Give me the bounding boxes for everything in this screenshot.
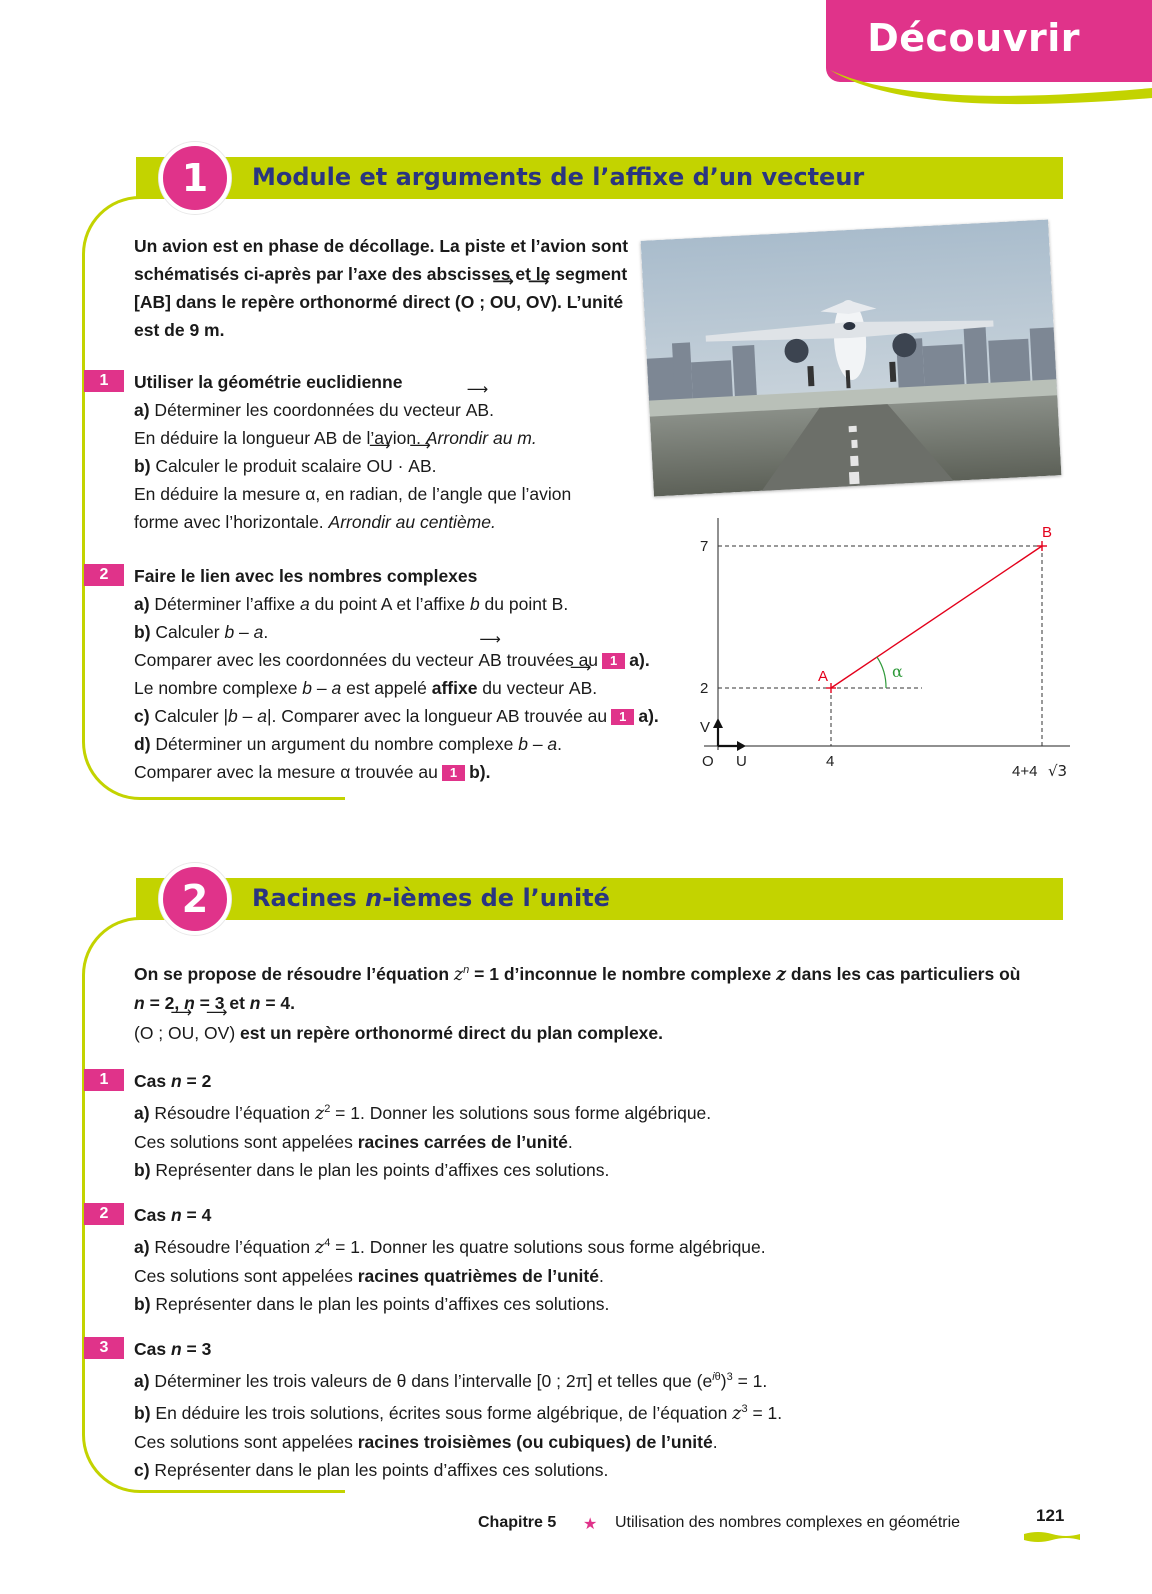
tick-x4: 4 [826,753,835,770]
label-point-a: A [818,668,829,685]
s2-q2-label: 2 [84,1203,124,1225]
s1-q2-b2: Comparer avec les coordonnées du vecteur ⟶ AB trouvées au 1 a). [134,646,659,674]
s1-q2 [134,562,659,786]
s1-intro-line4: est de 9 m. [134,320,225,340]
s1-q1-label: 1 [84,370,124,392]
s1-q2-b: b) Calculer b – a. [134,622,269,642]
section1-title: Module et arguments de l’affixe d’un vecteur [252,163,865,191]
s1-q1-title: Utiliser la géométrie euclidienne [134,372,403,392]
s1-intro [134,232,628,344]
s2-q2 [134,1201,766,1318]
section-tab-label: Découvrir [867,16,1080,60]
s2-intro-line2: n = 2, n = 3 et n = 4. [134,992,296,1013]
s2-q1-a: a) Résoudre l’équation $z^2 = 1$. Donner les solutions sous forme algébrique. [134,1102,712,1124]
page-number-underline [1024,1530,1080,1542]
label-o: O [702,753,714,770]
segment-ab [831,546,1042,688]
s2-q1-label: 1 [84,1069,124,1091]
s2-q1 [134,1067,711,1184]
s1-intro-line1: Un avion est en phase de décollage. La piste et l’avion sont [134,236,629,256]
tab-swoosh [830,58,1152,106]
s1-q1-b2: En déduire la mesure α, en radian, de l’angle que l’avion [134,484,572,504]
s2-q2-b: b) Représenter dans le plan les points d’affixes ces solutions. [134,1293,610,1314]
s2-q1-a2: Ces solutions sont appelées racines carrées de l’unité. [134,1131,573,1152]
section2-title: Racines n-ièmes de l’unité [252,884,610,912]
s1-q1-b3: forme avec l’horizontale. Arrondir au centième. [134,512,496,532]
section1-number: 1 [159,142,231,214]
s1-q1-b: b) Calculer le produit scalaire ⟶ OU · ⟶ AB. [134,452,571,480]
s1-q2-a: a) Déterminer l’affixe a du point A et l’affixe b du point B. [134,594,569,614]
s1-intro-line3: [AB] dans le repère orthonormé direct (O ; ⟶ OU, ⟶ OV). L’unité [134,288,628,316]
footer-chapter: Chapitre 5 [478,1514,557,1531]
s2-intro [134,956,1020,1047]
s1-q2-c: c) Calculer |b – a|. Comparer avec la longueur AB trouvée au 1 a). [134,706,659,726]
label-point-b: B [1042,524,1053,541]
footer-title: Utilisation des nombres complexes en géométrie [615,1514,961,1531]
s2-q3 [134,1335,782,1484]
page-number: 121 [1036,1506,1065,1525]
s1-q1-a2: En déduire la longueur AB de l’avion. Arrondir au m. [134,428,537,448]
s2-q2-a: a) Résoudre l’équation $z^4 = 1$. Donner les quatre solutions sous forme algébrique. [134,1236,766,1258]
label-u: U [736,753,747,770]
section2-number: 2 [159,863,231,935]
s2-q3-title: Cas n = 3 [134,1339,212,1359]
tick-x-sqrt: √3 [1048,762,1068,780]
s1-q2-d: d) Déterminer un argument du nombre complexe b – a. [134,734,563,754]
s1-q1 [134,368,571,536]
footer-star-icon: ★ [583,1516,598,1533]
tick-y2: 2 [700,680,709,697]
s2-q2-a2: Ces solutions sont appelées racines quatrièmes de l’unité. [134,1265,604,1286]
s2-q3-c: c) Représenter dans le plan les points d’affixes ces solutions. [134,1459,609,1480]
s1-q2-d2: Comparer avec la mesure α trouvée au 1 b). [134,762,491,782]
s2-q3-a: a) Déterminer les trois valeurs de θ dans l’intervalle [0 ; 2π] et telles que $(e^{i\theta})^3 = 1$. [134,1370,768,1391]
s1-q2-title: Faire le lien avec les nombres complexes [134,566,478,586]
s2-q2-title: Cas n = 4 [134,1205,212,1225]
s2-intro-line1: On se propose de résoudre l’équation $z^n = 1$ d’inconnue le nombre complexe z dans les cas particuliers où [134,963,1021,985]
s1-q2-b3: Le nombre complexe b – a est appelé affixe du vecteur ⟶ AB. [134,674,659,702]
s1-intro-line2: schématisés ci-après par l’axe des abscisses et le segment [134,264,628,284]
arrowhead-v [713,718,723,728]
s2-q3-b2: Ces solutions sont appelées racines troisièmes (ou cubiques) de l’unité. [134,1431,718,1452]
tick-y7: 7 [700,538,709,555]
s1-q1-a: a) Déterminer les coordonnées du vecteur ⟶ AB. [134,396,571,424]
airplane-diagram [690,510,1090,800]
s2-q3-label: 3 [84,1337,124,1359]
s1-q2-label: 2 [84,564,124,586]
airplane-photo [641,219,1062,496]
label-alpha: α [892,662,903,681]
s2-q1-b: b) Représenter dans le plan les points d’affixes ces solutions. [134,1159,610,1180]
s2-q1-title: Cas n = 2 [134,1071,212,1091]
arrowhead-u [737,741,746,751]
s2-intro-line3: (O ; ⟶ OU, ⟶ OV) est un repère orthonormé direct du plan complexe. [134,1019,1020,1047]
s2-q3-b: b) En déduire les trois solutions, écrites sous forme algébrique, de l’équation $z^3 = 1$. [134,1402,783,1424]
tick-x-end: 4+4 [1012,763,1038,780]
label-v: V [700,719,711,736]
angle-alpha-arc [877,657,886,688]
